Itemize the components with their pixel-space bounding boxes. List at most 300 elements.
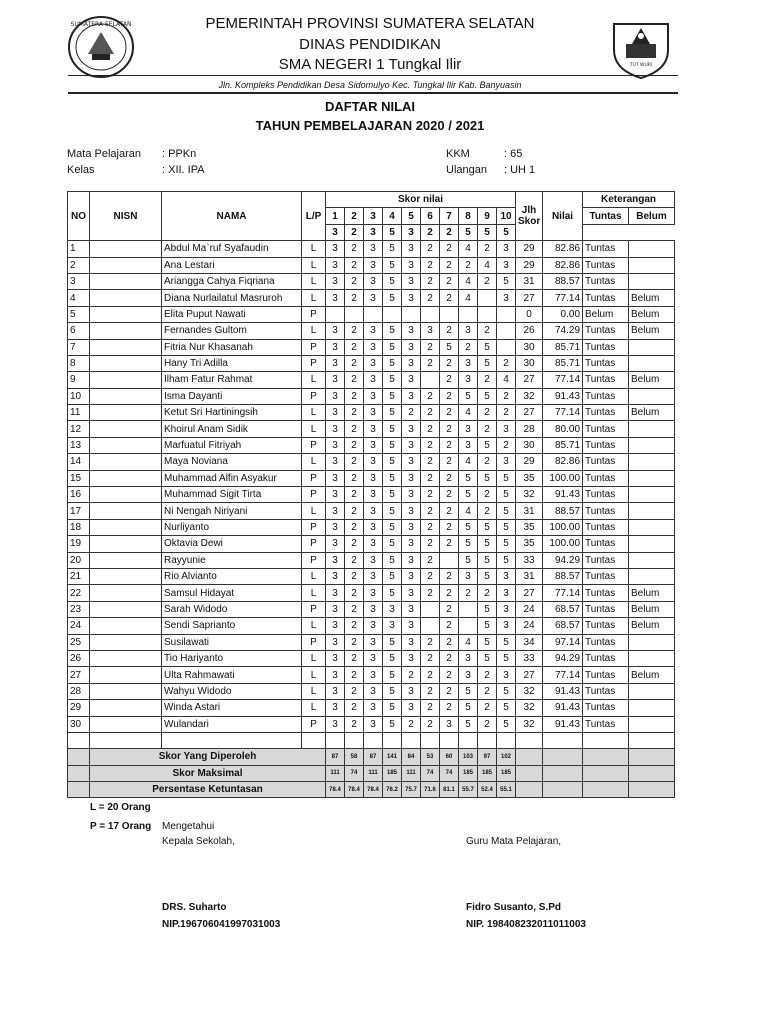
- row-item-score: [421, 306, 440, 322]
- row-total: 31: [516, 273, 543, 289]
- row-item-score: 3: [402, 683, 421, 699]
- row-total: 0: [516, 306, 543, 322]
- row-total: 30: [516, 437, 543, 453]
- row-item-score: 2: [459, 257, 478, 273]
- row-no: 26: [68, 650, 90, 666]
- row-item-score: 2: [421, 470, 440, 486]
- row-item-score: 3: [364, 700, 383, 716]
- row-grade: 0.00: [543, 306, 583, 322]
- row-belum: Belum: [629, 585, 675, 601]
- row-item-score: 3: [326, 716, 345, 732]
- row-item-score: 3: [402, 323, 421, 339]
- summary-value: 185: [459, 765, 478, 781]
- row-item-score: 3: [497, 257, 516, 273]
- row-name: Fernandes Gultom: [162, 323, 302, 339]
- item-max-score: 5: [459, 224, 478, 240]
- provincial-seal-logo: [66, 14, 136, 80]
- row-item-score: 5: [497, 503, 516, 519]
- row-item-score: 5: [383, 552, 402, 568]
- item-max-score: 2: [440, 224, 459, 240]
- female-count: P = 17 Orang: [90, 821, 152, 832]
- row-item-score: 2: [421, 519, 440, 535]
- row-total: 32: [516, 716, 543, 732]
- row-item-score: 3: [364, 601, 383, 617]
- row-item-score: 3: [459, 437, 478, 453]
- row-total: 35: [516, 519, 543, 535]
- row-tuntas: Tuntas: [583, 568, 629, 584]
- row-nisn: [90, 241, 162, 257]
- row-item-score: 2: [345, 650, 364, 666]
- row-total: 27: [516, 405, 543, 421]
- row-item-score: 2: [440, 372, 459, 388]
- row-name: Muhammad Alfin Asyakur: [162, 470, 302, 486]
- row-grade: 94.29: [543, 552, 583, 568]
- summary-blank: [68, 782, 90, 798]
- summary-value: 55.7: [459, 782, 478, 798]
- row-item-score: 5: [383, 487, 402, 503]
- summary-value: 78.4: [364, 782, 383, 798]
- principal-name: DRS. Suharto: [162, 902, 227, 913]
- row-item-score: 3: [326, 536, 345, 552]
- row-grade: 68.57: [543, 618, 583, 634]
- row-item-score: 3: [402, 519, 421, 535]
- row-item-score: 3: [326, 257, 345, 273]
- spacer-cell: [421, 732, 440, 748]
- item-number: 6: [421, 208, 440, 224]
- summary-value: 111: [364, 765, 383, 781]
- row-item-score: 3: [326, 519, 345, 535]
- row-belum: [629, 421, 675, 437]
- row-item-score: 3: [497, 290, 516, 306]
- row-item-score: 2: [440, 683, 459, 699]
- spacer-cell: [302, 732, 326, 748]
- row-item-score: 5: [497, 700, 516, 716]
- summary-value: 78.4: [326, 782, 345, 798]
- row-item-score: 5: [478, 339, 497, 355]
- row-item-score: 3: [364, 618, 383, 634]
- row-item-score: 2: [345, 437, 364, 453]
- row-item-score: [459, 601, 478, 617]
- table-row: [68, 470, 675, 486]
- row-grade: 82.86: [543, 241, 583, 257]
- row-item-score: 5: [478, 470, 497, 486]
- spacer-cell: [583, 732, 629, 748]
- row-total: 30: [516, 355, 543, 371]
- row-grade: 77.14: [543, 585, 583, 601]
- row-item-score: 2: [421, 667, 440, 683]
- row-item-score: 3: [364, 519, 383, 535]
- row-item-score: 2: [421, 536, 440, 552]
- principal-nip: NIP.196706041997031003: [162, 919, 281, 930]
- row-nisn: [90, 503, 162, 519]
- item-number: 1: [326, 208, 345, 224]
- row-grade: 91.43: [543, 700, 583, 716]
- row-gender: P: [302, 634, 326, 650]
- subject-label: Mata Pelajaran: [67, 148, 141, 160]
- row-item-score: 5: [383, 241, 402, 257]
- row-item-score: 2: [478, 454, 497, 470]
- summary-label: Skor Yang Diperoleh: [90, 749, 326, 765]
- row-tuntas: Tuntas: [583, 454, 629, 470]
- row-no: 28: [68, 683, 90, 699]
- row-item-score: 2: [478, 241, 497, 257]
- col-nisn: NISN: [90, 192, 162, 241]
- row-item-score: 2: [440, 437, 459, 453]
- table-row: [68, 273, 675, 289]
- row-nisn: [90, 618, 162, 634]
- row-item-score: 5: [478, 437, 497, 453]
- row-tuntas: Tuntas: [583, 601, 629, 617]
- row-item-score: 5: [459, 700, 478, 716]
- row-grade: 88.57: [543, 503, 583, 519]
- row-item-score: 3: [326, 339, 345, 355]
- row-name: Ulta Rahmawati: [162, 667, 302, 683]
- row-item-score: 2: [440, 700, 459, 716]
- row-item-score: 2: [345, 323, 364, 339]
- row-tuntas: Tuntas: [583, 536, 629, 552]
- row-grade: 91.43: [543, 487, 583, 503]
- summary-value: 87: [326, 749, 345, 765]
- row-item-score: 5: [383, 437, 402, 453]
- row-item-score: 2: [478, 716, 497, 732]
- row-item-score: 2: [478, 700, 497, 716]
- table-row: [68, 421, 675, 437]
- row-item-score: 3: [326, 683, 345, 699]
- row-item-score: 2: [440, 257, 459, 273]
- row-item-score: 2: [478, 487, 497, 503]
- row-item-score: 3: [364, 568, 383, 584]
- summary-value: 185: [383, 765, 402, 781]
- row-item-score: 5: [383, 405, 402, 421]
- row-belum: [629, 700, 675, 716]
- row-name: Sendi Saprianto: [162, 618, 302, 634]
- row-name: Elita Puput Nawati: [162, 306, 302, 322]
- table-row: [68, 257, 675, 273]
- summary-label: Persentase Ketuntasan: [90, 782, 326, 798]
- row-grade: 91.43: [543, 388, 583, 404]
- row-name: Rayyunie: [162, 552, 302, 568]
- row-item-score: [421, 601, 440, 617]
- row-item-score: 2: [497, 355, 516, 371]
- row-item-score: 2: [345, 339, 364, 355]
- row-item-score: 3: [402, 421, 421, 437]
- row-item-score: 2: [421, 568, 440, 584]
- row-no: 4: [68, 290, 90, 306]
- row-item-score: 2: [421, 552, 440, 568]
- spacer-cell: [478, 732, 497, 748]
- item-max-score: 5: [497, 224, 516, 240]
- row-name: Fitria Nur Khasanah: [162, 339, 302, 355]
- row-grade: 85.71: [543, 339, 583, 355]
- spacer-cell: [543, 732, 583, 748]
- item-max-score: 3: [364, 224, 383, 240]
- row-item-score: 3: [364, 487, 383, 503]
- row-tuntas: Tuntas: [583, 388, 629, 404]
- row-item-score: 3: [459, 667, 478, 683]
- row-item-score: 3: [402, 503, 421, 519]
- table-row: [68, 306, 675, 322]
- row-item-score: 4: [497, 372, 516, 388]
- row-gender: P: [302, 487, 326, 503]
- row-item-score: 3: [326, 355, 345, 371]
- kkm-label: KKM: [446, 148, 470, 160]
- row-item-score: 2: [440, 618, 459, 634]
- row-tuntas: Tuntas: [583, 667, 629, 683]
- table-row: [68, 667, 675, 683]
- table-row: [68, 716, 675, 732]
- row-belum: Belum: [629, 306, 675, 322]
- row-item-score: 5: [383, 257, 402, 273]
- spacer-cell: [497, 732, 516, 748]
- row-item-score: 4: [459, 634, 478, 650]
- row-tuntas: Tuntas: [583, 634, 629, 650]
- table-row: [68, 503, 675, 519]
- row-item-score: 5: [478, 618, 497, 634]
- row-no: 30: [68, 716, 90, 732]
- row-nisn: [90, 454, 162, 470]
- row-grade: 97.14: [543, 634, 583, 650]
- row-belum: Belum: [629, 323, 675, 339]
- row-no: 16: [68, 487, 90, 503]
- summary-value: 58: [345, 749, 364, 765]
- row-belum: [629, 437, 675, 453]
- row-item-score: 2: [345, 503, 364, 519]
- row-item-score: 5: [497, 683, 516, 699]
- row-no: 18: [68, 519, 90, 535]
- principal-title: Kepala Sekolah,: [162, 836, 235, 847]
- row-nisn: [90, 405, 162, 421]
- row-no: 21: [68, 568, 90, 584]
- col-lp: L/P: [302, 192, 326, 241]
- col-tuntas: Tuntas: [583, 208, 629, 224]
- row-item-score: 2: [421, 405, 440, 421]
- row-name: Rio Alvianto: [162, 568, 302, 584]
- row-item-score: [421, 372, 440, 388]
- row-no: 20: [68, 552, 90, 568]
- row-item-score: 4: [459, 290, 478, 306]
- row-item-score: 5: [497, 273, 516, 289]
- male-count: L = 20 Orang: [90, 802, 151, 813]
- row-nisn: [90, 536, 162, 552]
- row-item-score: 3: [402, 601, 421, 617]
- teacher-nip: NIP. 198408232011011003: [466, 919, 586, 930]
- row-item-score: [497, 339, 516, 355]
- row-total: 31: [516, 503, 543, 519]
- row-item-score: 2: [478, 421, 497, 437]
- summary-row: [68, 765, 675, 781]
- row-name: Tio Hariyanto: [162, 650, 302, 666]
- row-belum: [629, 388, 675, 404]
- row-gender: P: [302, 470, 326, 486]
- row-item-score: 2: [345, 683, 364, 699]
- row-item-score: [440, 552, 459, 568]
- row-item-score: 2: [497, 437, 516, 453]
- row-item-score: 2: [421, 421, 440, 437]
- row-nisn: [90, 323, 162, 339]
- row-item-score: 3: [364, 421, 383, 437]
- row-gender: L: [302, 405, 326, 421]
- row-gender: L: [302, 372, 326, 388]
- row-tuntas: Tuntas: [583, 552, 629, 568]
- row-nisn: [90, 355, 162, 371]
- row-item-score: 3: [326, 388, 345, 404]
- row-item-score: 5: [383, 372, 402, 388]
- row-total: 29: [516, 454, 543, 470]
- row-item-score: 2: [440, 241, 459, 257]
- table-row: [68, 519, 675, 535]
- row-item-score: 2: [421, 650, 440, 666]
- row-item-score: 2: [478, 323, 497, 339]
- row-item-score: 3: [326, 470, 345, 486]
- row-item-score: 2: [421, 273, 440, 289]
- table-row: [68, 634, 675, 650]
- row-item-score: 2: [421, 634, 440, 650]
- teacher-name: Fidro Susanto, S.Pd: [466, 902, 562, 913]
- row-item-score: 2: [345, 568, 364, 584]
- row-item-score: 3: [364, 585, 383, 601]
- table-row: [68, 650, 675, 666]
- row-tuntas: Tuntas: [583, 618, 629, 634]
- row-item-score: 3: [497, 421, 516, 437]
- row-item-score: [478, 290, 497, 306]
- row-item-score: [478, 306, 497, 322]
- row-name: Marfuatul Fitriyah: [162, 437, 302, 453]
- row-tuntas: Tuntas: [583, 487, 629, 503]
- row-item-score: 3: [383, 601, 402, 617]
- row-item-score: 3: [459, 372, 478, 388]
- row-item-score: 5: [383, 355, 402, 371]
- row-no: 8: [68, 355, 90, 371]
- row-item-score: 5: [383, 650, 402, 666]
- row-item-score: 3: [402, 585, 421, 601]
- row-gender: L: [302, 454, 326, 470]
- row-total: 29: [516, 241, 543, 257]
- summary-value: 81.1: [440, 782, 459, 798]
- row-item-score: 3: [364, 454, 383, 470]
- row-item-score: 2: [459, 585, 478, 601]
- row-item-score: 4: [459, 405, 478, 421]
- spacer-cell: [402, 732, 421, 748]
- row-item-score: 4: [459, 454, 478, 470]
- row-item-score: 2: [345, 700, 364, 716]
- summary-blank: [629, 782, 675, 798]
- row-name: Ni Nengah Niriyani: [162, 503, 302, 519]
- row-item-score: 3: [402, 568, 421, 584]
- row-item-score: 3: [459, 421, 478, 437]
- summary-value: 52.4: [478, 782, 497, 798]
- row-nisn: [90, 683, 162, 699]
- row-item-score: 2: [421, 585, 440, 601]
- row-item-score: 2: [402, 716, 421, 732]
- row-item-score: 3: [326, 323, 345, 339]
- row-item-score: 3: [326, 421, 345, 437]
- grades-table: [67, 191, 675, 798]
- row-item-score: 3: [364, 257, 383, 273]
- row-belum: [629, 470, 675, 486]
- row-item-score: 2: [421, 437, 440, 453]
- row-item-score: 5: [383, 716, 402, 732]
- row-item-score: 3: [364, 273, 383, 289]
- row-total: 33: [516, 650, 543, 666]
- row-item-score: 5: [383, 323, 402, 339]
- row-item-score: 2: [421, 355, 440, 371]
- summary-blank: [543, 765, 583, 781]
- row-item-score: 3: [364, 437, 383, 453]
- row-item-score: 2: [345, 634, 364, 650]
- row-item-score: 2: [345, 421, 364, 437]
- row-item-score: 5: [478, 601, 497, 617]
- row-nisn: [90, 388, 162, 404]
- spacer-cell: [90, 732, 162, 748]
- row-item-score: 3: [497, 454, 516, 470]
- row-belum: [629, 519, 675, 535]
- row-belum: [629, 650, 675, 666]
- row-total: 29: [516, 257, 543, 273]
- row-name: Wulandari: [162, 716, 302, 732]
- summary-row: [68, 782, 675, 798]
- item-max-score: 5: [478, 224, 497, 240]
- row-item-score: 3: [364, 388, 383, 404]
- table-row: [68, 388, 675, 404]
- row-item-score: [440, 306, 459, 322]
- summary-blank: [583, 749, 629, 765]
- summary-blank: [583, 782, 629, 798]
- row-item-score: 4: [478, 257, 497, 273]
- summary-value: 84: [402, 749, 421, 765]
- row-belum: [629, 568, 675, 584]
- row-item-score: 3: [326, 241, 345, 257]
- summary-value: 102: [497, 749, 516, 765]
- row-grade: 68.57: [543, 601, 583, 617]
- row-item-score: 3: [326, 568, 345, 584]
- row-belum: Belum: [629, 290, 675, 306]
- row-item-score: 3: [364, 372, 383, 388]
- row-item-score: 3: [402, 388, 421, 404]
- row-belum: [629, 536, 675, 552]
- row-name: Ana Lestari: [162, 257, 302, 273]
- row-name: Khoirul Anam Sidik: [162, 421, 302, 437]
- row-item-score: 4: [459, 241, 478, 257]
- row-item-score: 2: [345, 601, 364, 617]
- row-item-score: 2: [421, 716, 440, 732]
- row-nisn: [90, 519, 162, 535]
- summary-value: 55.1: [497, 782, 516, 798]
- row-item-score: 5: [383, 700, 402, 716]
- spacer-cell: [162, 732, 302, 748]
- row-name: Ketut Sri Hartiningsih: [162, 405, 302, 421]
- row-item-score: 3: [326, 618, 345, 634]
- row-item-score: [459, 618, 478, 634]
- row-total: 31: [516, 568, 543, 584]
- row-no: 27: [68, 667, 90, 683]
- row-item-score: 2: [402, 405, 421, 421]
- table-row: [68, 290, 675, 306]
- row-item-score: 5: [383, 503, 402, 519]
- summary-blank: [516, 765, 543, 781]
- row-item-score: 2: [440, 634, 459, 650]
- table-row: [68, 339, 675, 355]
- row-no: 15: [68, 470, 90, 486]
- row-item-score: 5: [459, 716, 478, 732]
- row-item-score: [326, 306, 345, 322]
- row-item-score: 2: [459, 339, 478, 355]
- row-tuntas: Tuntas: [583, 437, 629, 453]
- row-item-score: [421, 618, 440, 634]
- row-name: Abdul Ma`ruf Syafaudin: [162, 241, 302, 257]
- header-school: SMA NEGERI 1 Tungkal Ilir: [278, 56, 462, 73]
- row-nisn: [90, 290, 162, 306]
- row-no: 24: [68, 618, 90, 634]
